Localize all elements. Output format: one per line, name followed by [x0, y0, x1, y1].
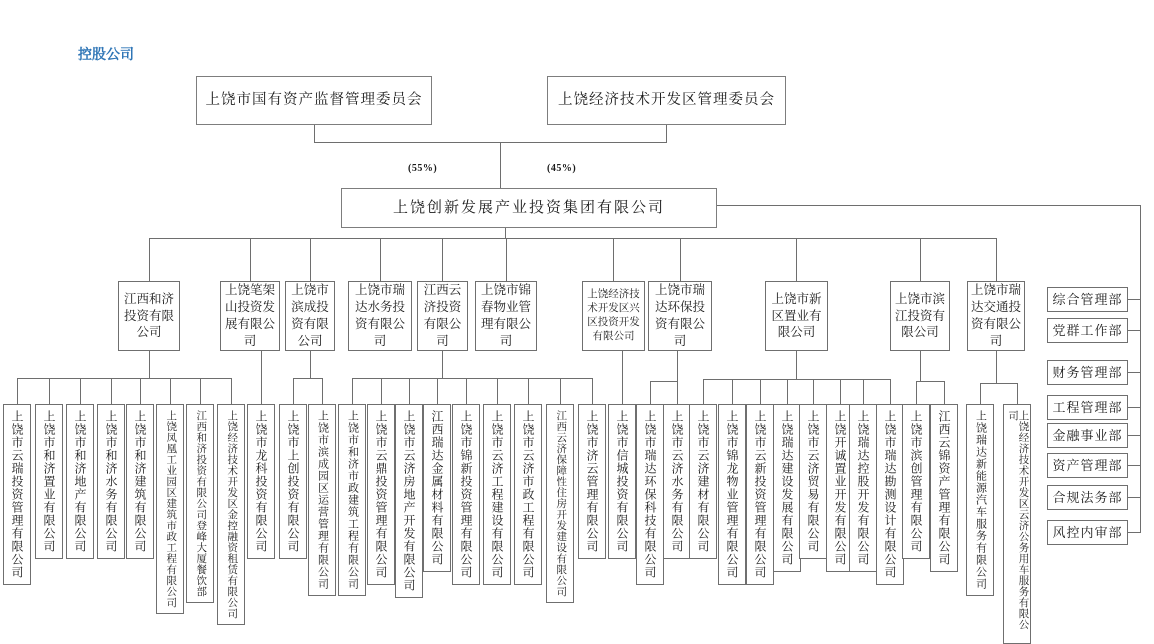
- org-node-department: 风控内审部: [1047, 520, 1128, 545]
- connector-line: [466, 378, 467, 404]
- connector-line: [231, 378, 232, 404]
- connector-line: [920, 351, 921, 381]
- org-node-sub-subsidiary: 江西云济保障性住房开发建设有限公司: [546, 404, 574, 603]
- connector-line: [111, 378, 112, 404]
- connector-line: [381, 378, 382, 404]
- connector-line: [140, 378, 141, 404]
- connector-line: [1140, 205, 1141, 533]
- org-node-department: 综合管理部: [1047, 287, 1128, 312]
- connector-line: [980, 383, 1018, 384]
- connector-line: [1128, 497, 1140, 498]
- org-node-sub-subsidiary: 上饶市瑞达环保科技有限公司: [636, 404, 664, 585]
- connector-line: [442, 351, 443, 378]
- org-node-subsidiary: 江西云济投资有限公司: [417, 281, 468, 351]
- connector-line: [560, 378, 561, 404]
- connector-line: [916, 381, 945, 382]
- org-node-sub-subsidiary: 上饶市锦新投资管理有限公司: [452, 404, 480, 585]
- connector-line: [703, 379, 704, 404]
- org-node-sub-subsidiary: 上饶市云济市政工程有限公司: [514, 404, 542, 585]
- connector-line: [760, 379, 761, 404]
- org-node-sub-subsidiary: 江西云锦资产管理有限公司: [930, 404, 958, 572]
- org-node-subsidiary: 上饶市瑞达交通投资有限公司: [967, 281, 1025, 351]
- org-node-sub-subsidiary: 上饶市云瑞投资管理有限公司: [3, 404, 31, 585]
- org-node-sub-subsidiary: 上饶瑞达建设发展有限公司: [773, 404, 801, 572]
- org-node-sub-subsidiary: 上饶瑞达新能源汽车服务有限公司: [966, 404, 994, 596]
- org-node-sub-subsidiary: 上饶凤凰工业园区建筑市政工程有限公司: [156, 404, 184, 614]
- org-node-sub-subsidiary: 上饶市信城投资有限公司: [608, 404, 636, 559]
- connector-line: [314, 142, 667, 143]
- org-node-sub-subsidiary: 江西瑞达金属材料有限公司: [423, 404, 451, 572]
- org-node-sub-subsidiary: 上饶市云济建材有限公司: [689, 404, 717, 559]
- share-label-right: (45%): [547, 163, 577, 174]
- org-node-subsidiary: 上饶经济技术开发区兴区投资开发有限公司: [582, 281, 645, 351]
- org-node-sub-subsidiary: 上饶开诚置业开发有限公司: [826, 404, 854, 572]
- org-node-sub-subsidiary: 上饶市滨成园区运营管理有限公司: [308, 404, 336, 596]
- connector-line: [1128, 299, 1140, 300]
- connector-line: [1017, 383, 1018, 404]
- org-node-sub-subsidiary: 上饶市瑞达勘测设计有限公司: [876, 404, 904, 585]
- org-node-subsidiary: 上饶市滨成投资有限公司: [285, 281, 335, 351]
- org-node-sub-subsidiary: 上饶市济云管理有限公司: [578, 404, 606, 559]
- org-node-subsidiary: 上饶市瑞达环保投资有限公司: [648, 281, 712, 351]
- org-node-sub-subsidiary: 上饶市和济置业有限公司: [35, 404, 63, 559]
- connector-line: [500, 142, 501, 188]
- connector-line: [796, 351, 797, 379]
- org-node-group-company: 上饶创新发展产业投资集团有限公司: [341, 188, 717, 228]
- org-node-subsidiary: 上饶市新区置业有限公司: [765, 281, 828, 351]
- connector-line: [528, 378, 529, 404]
- connector-line: [1128, 465, 1140, 466]
- connector-line: [352, 378, 593, 379]
- org-node-owner-right: 上饶经济技术开发区管理委员会: [547, 76, 786, 125]
- connector-line: [80, 378, 81, 404]
- org-node-sub-subsidiary: 上饶市和济水务有限公司: [97, 404, 125, 559]
- connector-line: [506, 238, 507, 281]
- connector-line: [1128, 330, 1140, 331]
- org-node-sub-subsidiary: 上饶市云济水务有限公司: [663, 404, 691, 559]
- connector-line: [916, 381, 917, 404]
- org-node-subsidiary: 上饶市滨江投资有限公司: [890, 281, 950, 351]
- org-node-sub-subsidiary: 上饶市云济房地产开发有限公司: [395, 404, 423, 598]
- connector-line: [497, 378, 498, 404]
- org-node-sub-subsidiary: 江西和济投资有限公司登峰大厦餐饮部: [186, 404, 214, 603]
- connector-line: [787, 379, 788, 404]
- chart-title: 控股公司: [78, 46, 134, 62]
- connector-line: [650, 381, 651, 404]
- connector-line: [863, 379, 864, 404]
- org-node-subsidiary: 上饶市锦春物业管理有限公司: [475, 281, 537, 351]
- connector-line: [944, 381, 945, 404]
- connector-line: [437, 378, 438, 404]
- connector-line: [680, 238, 681, 281]
- org-node-department: 工程管理部: [1047, 395, 1128, 420]
- connector-line: [170, 378, 171, 404]
- org-node-sub-subsidiary: 上饶市龙科投资有限公司: [247, 404, 275, 559]
- connector-line: [840, 379, 841, 404]
- connector-line: [650, 381, 678, 382]
- connector-line: [409, 378, 410, 404]
- connector-line: [1128, 407, 1140, 408]
- connector-line: [1128, 435, 1140, 436]
- connector-line: [622, 351, 623, 404]
- org-node-sub-subsidiary: 上饶市和济地产有限公司: [66, 404, 94, 559]
- connector-line: [813, 379, 814, 404]
- connector-line: [592, 378, 593, 404]
- connector-line: [796, 238, 797, 281]
- org-node-subsidiary: 上饶笔架山投资发展有限公司: [220, 281, 280, 351]
- connector-line: [17, 378, 18, 404]
- org-node-sub-subsidiary: 上饶市云鼎投资管理有限公司: [367, 404, 395, 585]
- org-node-sub-subsidiary: 上饶经济技术开发区云济公务用车服务有限公司: [1003, 404, 1031, 644]
- org-node-sub-subsidiary: 上饶市锦龙物业管理有限公司: [718, 404, 746, 585]
- org-node-sub-subsidiary: 上饶瑞达控股开发有限公司: [849, 404, 877, 572]
- connector-line: [310, 238, 311, 281]
- connector-line: [996, 351, 997, 383]
- share-label-left: (55%): [408, 163, 438, 174]
- org-node-sub-subsidiary: 上饶市云济贸易有限公司: [799, 404, 827, 559]
- org-node-subsidiary: 江西和济投资有限公司: [118, 281, 180, 351]
- org-node-owner-left: 上饶市国有资产监督管理委员会: [196, 76, 432, 125]
- connector-line: [890, 379, 891, 404]
- connector-line: [666, 125, 667, 142]
- connector-line: [380, 238, 381, 281]
- connector-line: [996, 238, 997, 281]
- org-node-sub-subsidiary: 上饶市滨创管理有限公司: [902, 404, 930, 559]
- connector-line: [322, 378, 323, 404]
- connector-line: [293, 378, 323, 379]
- org-node-department: 资产管理部: [1047, 453, 1128, 478]
- connector-line: [442, 238, 443, 281]
- org-node-department: 金融事业部: [1047, 423, 1128, 448]
- connector-line: [250, 238, 251, 281]
- org-node-sub-subsidiary: 上饶经济技术开发区金控融资租赁有限公司: [217, 404, 245, 625]
- org-node-sub-subsidiary: 上饶市和济建筑有限公司: [126, 404, 154, 559]
- org-node-sub-subsidiary: 上饶市云济工程建设有限公司: [483, 404, 511, 585]
- connector-line: [149, 238, 150, 281]
- connector-line: [200, 378, 201, 404]
- org-node-department: 合规法务部: [1047, 485, 1128, 510]
- org-node-sub-subsidiary: 上饶市和济市政建筑工程有限公司: [338, 404, 366, 596]
- connector-line: [717, 205, 1141, 206]
- org-node-department: 财务管理部: [1047, 360, 1128, 385]
- connector-line: [314, 125, 315, 142]
- org-node-subsidiary: 上饶市瑞达水务投资有限公司: [348, 281, 412, 351]
- org-node-sub-subsidiary: 上饶市云新投资管理有限公司: [746, 404, 774, 585]
- org-node-sub-subsidiary: 上饶市上创投资有限公司: [279, 404, 307, 559]
- connector-line: [149, 238, 997, 239]
- connector-line: [293, 378, 294, 404]
- connector-line: [352, 378, 353, 404]
- org-node-department: 党群工作部: [1047, 318, 1128, 343]
- connector-line: [1128, 532, 1140, 533]
- connector-line: [732, 379, 733, 404]
- connector-line: [677, 351, 678, 404]
- connector-line: [49, 378, 50, 404]
- connector-line: [920, 238, 921, 281]
- connector-line: [310, 351, 311, 378]
- connector-line: [1128, 372, 1140, 373]
- connector-line: [505, 228, 506, 238]
- connector-line: [613, 238, 614, 281]
- connector-line: [980, 383, 981, 404]
- connector-line: [149, 351, 150, 378]
- connector-line: [261, 351, 262, 404]
